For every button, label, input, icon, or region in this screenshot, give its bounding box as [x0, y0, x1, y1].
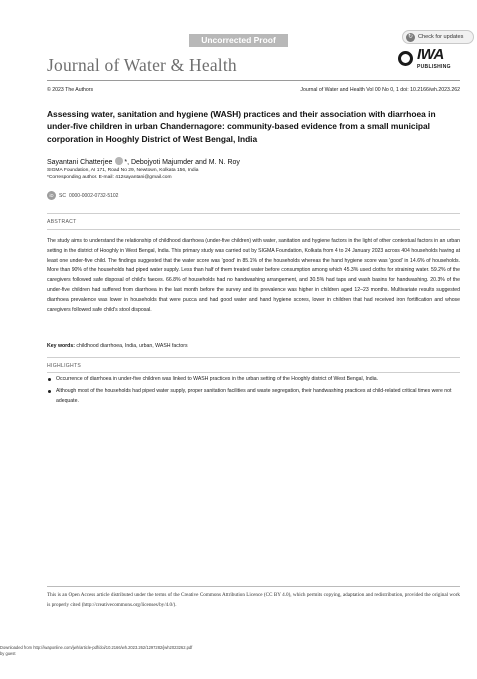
abstract-heading-divider [47, 229, 460, 230]
header-divider [47, 80, 460, 81]
citation-doi[interactable]: Journal of Water and Health Vol 00 No 0, 1 doi: 10.2166/wh.2023.262 [300, 87, 460, 93]
check-updates-label: Check for updates [418, 34, 464, 40]
abstract-top-divider [47, 213, 460, 214]
check-for-updates-button[interactable] [402, 30, 474, 44]
abstract-text: The study aims to understand the relationship of childhood diarrhoea (under-five children) with water, sanitation and hygiene factors in the light of other contextual factors in an urban setting in the district of Hooghly in West Bengal, India. This primary study was carried out by SIGMA Foundation, Kolkata from 4 to 24 January 2023 across 404 households having at least one under-five child. The findings suggested that the water score was 'good' in 85.1% of the households whereas the hand hygiene score was 'good' in 14.6% of households. More than 90% of the households had piped water supply. Less than half of them treated water before consumption among which 45.3% used cloths for straining water. 59.2% of the caregivers followed safe disposal of child's faeces. 66.8% of households had no handwashing arrangement, and 30.5% had taps and wash basins for handwashing. 20.3% of the under-five children had suffered from diarrhoea in the last month before the survey and its prevalence was higher in children aged 12–23 months. Multivariate results suggested diarrhoea prevalence was lower in households that were pucca and had good water and hand hygiene scores, lower in children that had received iron fortification and whose caregivers followed safe child's stool disposal. [47, 238, 460, 313]
logo-subtext: PUBLISHING [417, 64, 451, 70]
license-notice: This is an Open Access article distributed under the terms of the Creative Commons Attribution Licence (CC BY 4.0), which permits copying, adaptation and redistribution, provided the original work is properly cited (http://creativecommons.org/licenses/by/4.0/). [47, 592, 460, 608]
download-by: by guest [0, 650, 16, 656]
highlight-item: Although most of the households had piped water supply, proper sanitation facilities and waste segregation, their handwashing practices at child-related critical times were not adequate. [47, 387, 460, 406]
logo-text: IWA [417, 46, 444, 63]
meta-line [47, 87, 460, 93]
orcid-row [47, 191, 118, 200]
highlight-item: Occurrence of diarrhoea in under-five children was linked to WASH practices in the urban setting of the Hooghly district of West Bengal, India. [47, 375, 460, 384]
logo-circle-icon [398, 51, 413, 66]
keywords-values: childhood diarrhoea, India, urban, WASH factors [76, 343, 188, 349]
orcid-initials: SC [59, 192, 66, 199]
affiliation: SIGMA Foundation, AI 171, Road No 29, Newtown, Kolkata 156, India [47, 168, 199, 173]
banner-text: Uncorrected Proof [201, 35, 276, 45]
highlights-top-divider [47, 357, 460, 358]
corresponding-author: *Corresponding author. E-mail: 412sayantani@gmail.com [47, 174, 172, 180]
orcid-icon[interactable] [115, 157, 123, 165]
author-list [47, 157, 240, 166]
refresh-icon: ↻ [407, 33, 414, 40]
paper-title: Assessing water, sanitation and hygiene (WASH) practices and their association with diarrhoea in under-five children in urban Chandernagore: community-based evidence from a small municipal corporation in Hooghly District of West Bengal, India [47, 109, 436, 144]
abstract-heading: ABSTRACT [47, 219, 77, 225]
keywords [47, 343, 188, 349]
first-author: Sayantani Chatterjee [47, 159, 113, 166]
iwa-publishing-logo [398, 47, 458, 77]
download-footer [0, 645, 330, 656]
highlights-heading: HIGHLIGHTS [47, 363, 82, 369]
affiliations [47, 168, 198, 181]
journal-title: Journal of Water & Health [47, 55, 237, 75]
license-divider [47, 586, 460, 587]
highlights-heading-divider [47, 372, 460, 373]
uncorrected-proof-banner [189, 34, 288, 47]
highlights-list [47, 375, 460, 409]
orcid-badge-icon: iD [47, 191, 56, 200]
download-url: Downloaded from http://iwaponline.com/jwh/article-pdf/doi/10.2166/wh.2023.262/1297282/jwh2023262.pdf [0, 645, 193, 650]
keywords-label: Key words: [47, 343, 75, 349]
copyright: © 2023 The Authors [47, 87, 94, 93]
orcid-id[interactable]: 0000-0002-0732-5102 [68, 192, 119, 199]
other-authors: *, Debojyoti Majumder and M. N. Roy [124, 159, 240, 166]
